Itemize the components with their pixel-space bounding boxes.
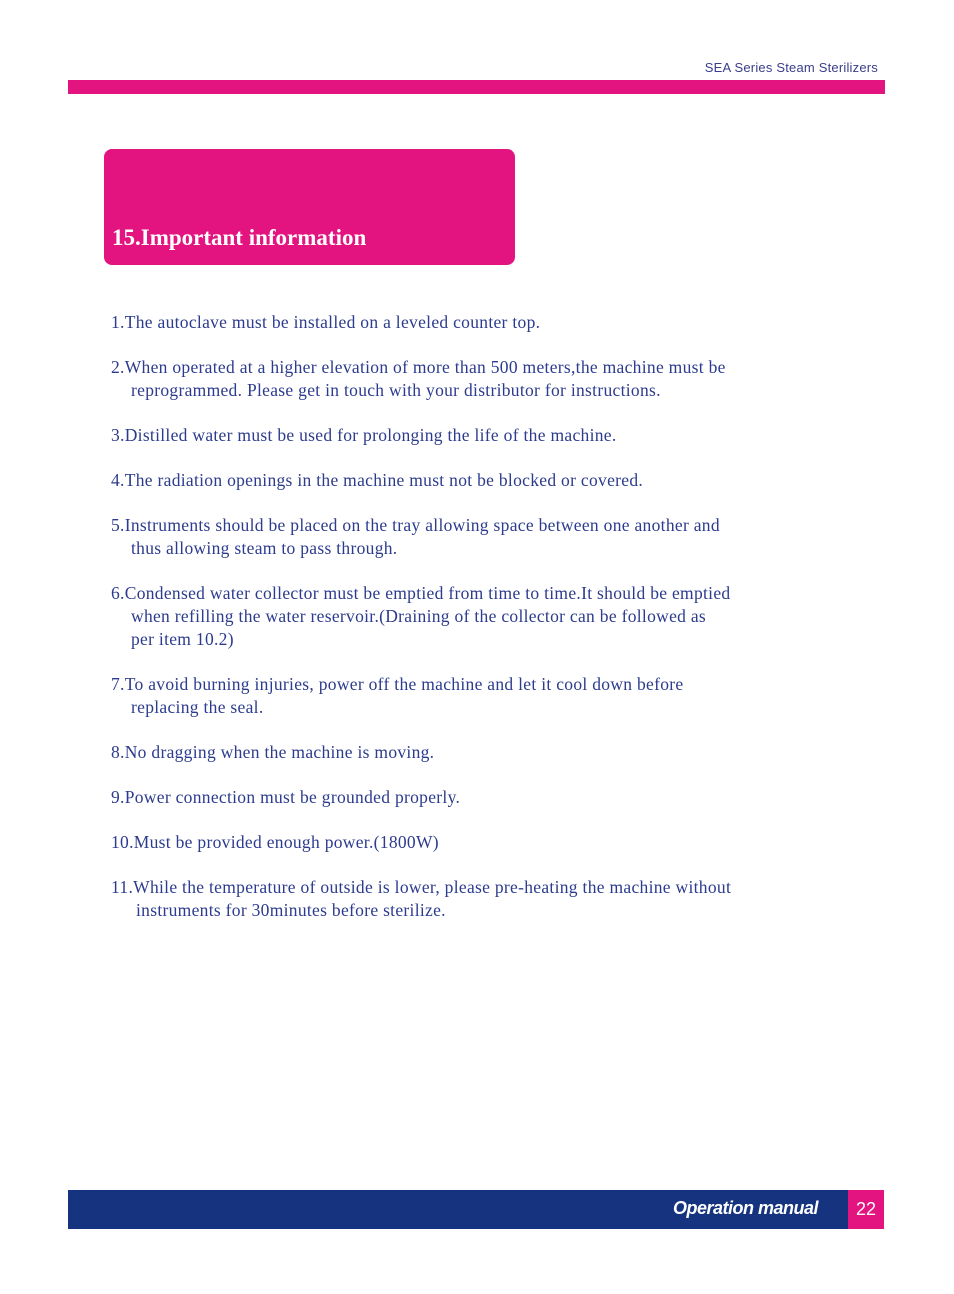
list-item-line: 5.Instruments should be placed on the tray allowing space between one another and [111, 515, 720, 535]
list-item [111, 876, 851, 922]
section-title: 15.Important information [112, 225, 367, 250]
list-item-line: replacing the seal. [131, 697, 264, 717]
list-item [111, 356, 851, 402]
list-item [111, 514, 851, 560]
list-item-line: 1.The autoclave must be installed on a leveled counter top. [111, 312, 541, 332]
information-list [111, 311, 851, 944]
list-item [111, 673, 851, 719]
list-item-line: when refilling the water reservoir.(Draining of the collector can be followed as [131, 606, 707, 626]
list-item-line: 7.To avoid burning injuries, power off the machine and let it cool down before [111, 674, 684, 694]
list-item [111, 311, 851, 334]
list-item-line: 3.Distilled water must be used for prolonging the life of the machine. [111, 425, 617, 445]
page-number: 22 [848, 1190, 884, 1229]
list-item-line: instruments for 30minutes before sterilize. [136, 900, 446, 920]
list-item-line: thus allowing steam to pass through. [131, 538, 398, 558]
running-header: SEA Series Steam Sterilizers [704, 60, 878, 75]
list-item-line: reprogrammed. Please get in touch with your distributor for instructions. [131, 380, 661, 400]
section-heading-box [104, 149, 515, 265]
list-item [111, 424, 851, 447]
footer-label: Operation manual [672, 1198, 818, 1218]
list-item-line: 2.When operated at a higher elevation of more than 500 meters,the machine must be [111, 357, 726, 377]
list-item-line: 9.Power connection must be grounded properly. [111, 787, 461, 807]
list-item-line: 8.No dragging when the machine is moving. [111, 742, 435, 762]
list-item-line: 11.While the temperature of outside is lower, please pre-heating the machine without [111, 877, 732, 897]
list-item [111, 582, 851, 651]
list-item-line: per item 10.2) [131, 629, 234, 649]
list-item-line: 4.The radiation openings in the machine must not be blocked or covered. [111, 470, 644, 490]
header-divider-bar [68, 80, 885, 94]
list-item [111, 741, 851, 764]
footer-bar [68, 1190, 848, 1229]
list-item [111, 469, 851, 492]
list-item [111, 786, 851, 809]
list-item-line: 10.Must be provided enough power.(1800W) [111, 832, 439, 852]
list-item [111, 831, 851, 854]
list-item-line: 6.Condensed water collector must be emptied from time to time.It should be emptied [111, 583, 731, 603]
